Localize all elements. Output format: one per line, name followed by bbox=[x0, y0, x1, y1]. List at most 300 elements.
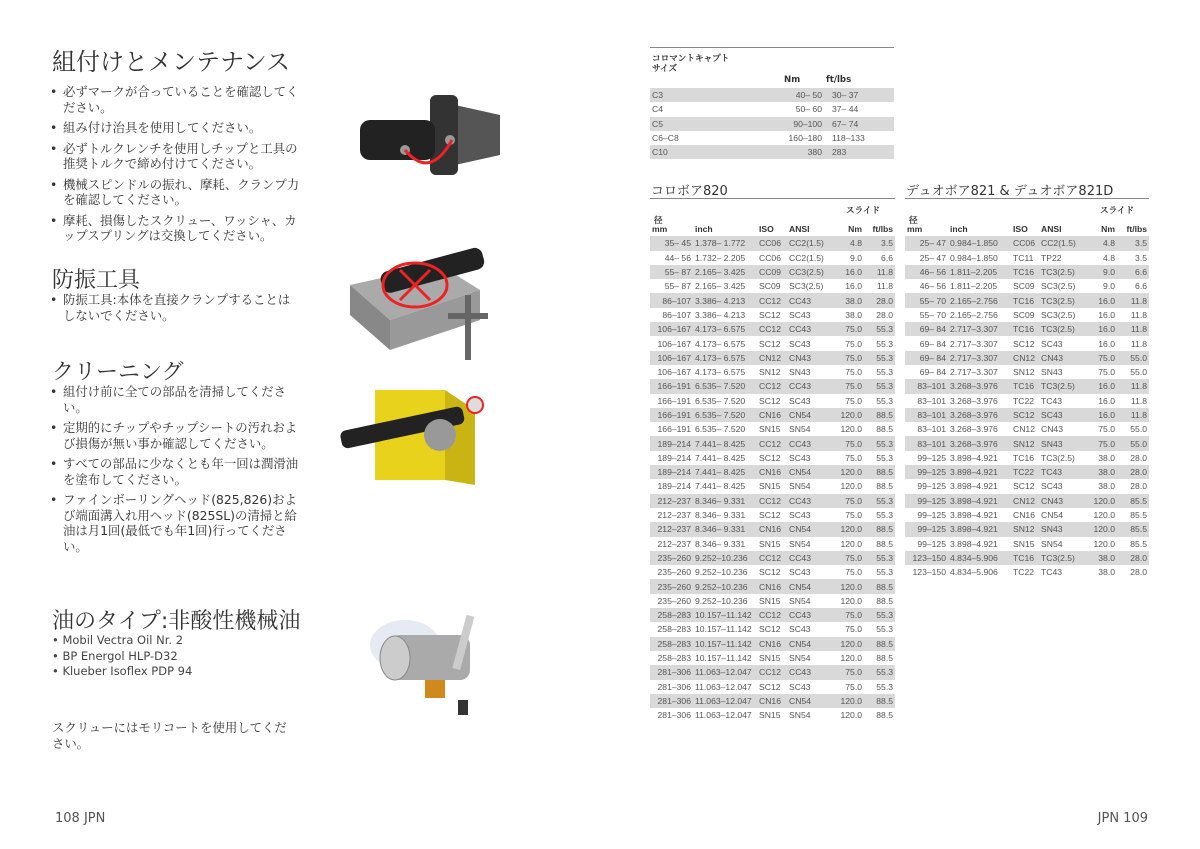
table-cell: 16.0 bbox=[1085, 379, 1117, 393]
table-cell: 90–100 bbox=[780, 117, 824, 131]
table-cell: CN16 bbox=[757, 694, 787, 708]
table-cell: SC3(2.5) bbox=[1041, 281, 1076, 292]
table-cell: 3.268–3.976 bbox=[948, 436, 1011, 450]
table-cell: SC43 bbox=[789, 452, 811, 463]
table-cell: CC43 bbox=[787, 379, 831, 393]
table-cell: 258–283 bbox=[650, 608, 693, 622]
table-cell: 55– 87 bbox=[664, 281, 691, 292]
table-cell: SN54 bbox=[789, 710, 811, 721]
table-row bbox=[905, 565, 1149, 579]
table-cell: TC16 bbox=[1011, 265, 1039, 279]
table-cell: 258–283 bbox=[657, 624, 691, 635]
table-cell: SN12 bbox=[1011, 436, 1039, 450]
table-cell: 83–101 bbox=[905, 436, 948, 450]
table-cell: 99–125 bbox=[905, 522, 948, 536]
table-cell: CN43 bbox=[787, 351, 831, 365]
table-cell: SC3(2.5) bbox=[789, 281, 824, 292]
table-cell: CC12 bbox=[757, 665, 787, 679]
table-cell: 120.0 bbox=[840, 538, 862, 549]
bullet-item: • 組み付け治具を使用してください。 bbox=[50, 120, 300, 136]
table-cell: 2.717–3.307 bbox=[950, 367, 998, 378]
table-cell: 88.5 bbox=[876, 710, 893, 721]
table-cell: C5 bbox=[650, 117, 780, 131]
table-cell: 38.0 bbox=[1085, 465, 1117, 479]
table-row bbox=[650, 336, 895, 350]
table-cell: 75.0 bbox=[845, 567, 862, 578]
table-cell: 160–180 bbox=[788, 133, 822, 144]
table-cell: C3 bbox=[650, 88, 780, 102]
bullet-item: • 必ずマークが合っていることを確認してください。 bbox=[50, 84, 300, 115]
table-cell: 69– 84 bbox=[905, 351, 948, 365]
table-cell: 4.8 bbox=[1103, 252, 1115, 263]
table-cell: 120.0 bbox=[831, 522, 864, 536]
table-cell: 55.3 bbox=[876, 395, 893, 406]
table-cell: CN54 bbox=[787, 579, 831, 593]
duobore-diam-label: 径 bbox=[909, 216, 918, 226]
table-cell: 75.0 bbox=[845, 510, 862, 521]
table-cell: CN54 bbox=[787, 408, 831, 422]
table-cell: TC3(2.5) bbox=[1039, 265, 1085, 279]
table-cell: SN15 bbox=[759, 653, 781, 664]
bullet-item: • 機械スピンドルの振れ、摩耗、クランプ力を確認してください。 bbox=[50, 177, 300, 208]
table-cell: TC16 bbox=[1011, 379, 1039, 393]
table-cell: 75.0 bbox=[845, 395, 862, 406]
table-cell: 55.3 bbox=[876, 338, 893, 349]
table-cell: 25– 47 bbox=[919, 252, 946, 263]
table-cell: SN43 bbox=[1041, 367, 1063, 378]
table-cell: 4.173– 6.575 bbox=[695, 338, 746, 349]
table-cell: 69– 84 bbox=[919, 367, 946, 378]
table-cell: 99–125 bbox=[917, 481, 946, 492]
table-row bbox=[650, 465, 895, 479]
table-row bbox=[650, 680, 895, 694]
table-cell: 88.5 bbox=[864, 465, 895, 479]
table-cell: 6.6 bbox=[1117, 265, 1149, 279]
table-cell: SC12 bbox=[759, 338, 781, 349]
table-cell: SC12 bbox=[759, 681, 781, 692]
table-row bbox=[905, 265, 1149, 279]
table-cell: 38.0 bbox=[1098, 452, 1115, 463]
table-cell: SC43 bbox=[789, 510, 811, 521]
table-cell: 30– 37 bbox=[824, 88, 894, 102]
table-cell: 235–260 bbox=[657, 595, 691, 606]
table-cell: SC12 bbox=[1011, 408, 1039, 422]
table-cell: TC3(2.5) bbox=[1041, 452, 1075, 463]
table-cell: 120.0 bbox=[831, 465, 864, 479]
table-cell: TC3(2.5) bbox=[1039, 293, 1085, 307]
table-cell: 83–101 bbox=[917, 395, 946, 406]
column-header: ft/lbs bbox=[1126, 224, 1147, 235]
table-cell: 75.0 bbox=[831, 379, 864, 393]
table-cell: 11.063–12.047 bbox=[693, 665, 757, 679]
assembly-list bbox=[50, 84, 300, 249]
oil-item: • Klueber Isoflex PDP 94 bbox=[52, 664, 193, 678]
table-cell: 2.165–2.756 bbox=[948, 293, 1011, 307]
table-cell: 55.3 bbox=[864, 494, 895, 508]
table-cell: CN16 bbox=[757, 637, 787, 651]
table-cell: 1.378– 1.772 bbox=[693, 236, 757, 250]
table-cell: SN15 bbox=[759, 538, 781, 549]
table-cell: CN54 bbox=[1041, 510, 1063, 521]
table-row bbox=[905, 251, 1149, 265]
table-row bbox=[650, 322, 895, 336]
table-cell: 55.0 bbox=[1117, 351, 1149, 365]
column-header: ANSI bbox=[789, 224, 810, 235]
table-cell: CN16 bbox=[757, 522, 787, 536]
table-cell: SN43 bbox=[1039, 436, 1085, 450]
table-cell: SC09 bbox=[1013, 309, 1035, 320]
table-cell: C10 bbox=[650, 145, 780, 159]
table-cell: 75.0 bbox=[831, 494, 864, 508]
table-cell: 6.535– 7.520 bbox=[693, 408, 757, 422]
column-header: ISO bbox=[1013, 224, 1028, 235]
table-cell: SC43 bbox=[789, 309, 811, 320]
table-row bbox=[650, 251, 895, 265]
table-cell: 55.3 bbox=[864, 551, 895, 565]
table-cell: 212–237 bbox=[650, 494, 693, 508]
table-cell: 28.0 bbox=[1117, 551, 1149, 565]
table-cell: TC11 bbox=[1013, 252, 1034, 263]
table-cell: 10.157–11.142 bbox=[695, 653, 752, 664]
table-cell: 4.8 bbox=[1085, 236, 1117, 250]
table-row bbox=[650, 308, 895, 322]
cleaning-heading: クリーニング bbox=[52, 360, 184, 385]
table-cell: CN12 bbox=[1011, 494, 1039, 508]
table-cell: SC12 bbox=[759, 567, 781, 578]
table-cell: 2.165– 3.425 bbox=[695, 281, 746, 292]
table-cell: CC12 bbox=[757, 608, 787, 622]
table-row bbox=[650, 451, 895, 465]
page-title: 組付けとメンテナンス bbox=[52, 48, 291, 76]
table-cell: 3.898–4.921 bbox=[948, 494, 1011, 508]
table-cell: 55.3 bbox=[876, 624, 893, 635]
table-cell: 6.6 bbox=[881, 252, 893, 263]
table-cell: 88.5 bbox=[876, 538, 893, 549]
table-cell: SN15 bbox=[759, 595, 781, 606]
duobore-table bbox=[905, 222, 1149, 579]
table-row bbox=[650, 88, 894, 102]
table-cell: 75.0 bbox=[831, 436, 864, 450]
table-cell: 3.898–4.921 bbox=[950, 481, 998, 492]
table-cell: 283 bbox=[824, 145, 894, 159]
table-row bbox=[905, 551, 1149, 565]
table-cell: 6.535– 7.520 bbox=[695, 424, 746, 435]
table-row bbox=[650, 579, 895, 593]
column-header: ISO bbox=[759, 224, 774, 235]
table-cell: SN54 bbox=[789, 653, 811, 664]
table-cell: 11.8 bbox=[1117, 379, 1149, 393]
table-row bbox=[650, 694, 895, 708]
table-cell: 3.898–4.921 bbox=[950, 452, 998, 463]
table-cell: 99–125 bbox=[917, 452, 946, 463]
table-cell: 7.441– 8.425 bbox=[693, 465, 757, 479]
table-cell: 3.268–3.976 bbox=[948, 379, 1011, 393]
table-cell: 11.8 bbox=[1117, 322, 1149, 336]
capto-header-line: コロマントキャプト bbox=[652, 54, 730, 64]
table-cell: 3.898–4.921 bbox=[950, 538, 998, 549]
table-cell: SC12 bbox=[759, 624, 781, 635]
table-cell: SN12 bbox=[1013, 367, 1035, 378]
oil-list bbox=[52, 633, 192, 680]
table-row bbox=[650, 565, 895, 579]
table-cell: SN15 bbox=[759, 424, 781, 435]
table-cell: 4.834–5.906 bbox=[950, 567, 998, 578]
table-cell: TC3(2.5) bbox=[1039, 322, 1085, 336]
table-row bbox=[650, 379, 895, 393]
table-cell: CC12 bbox=[757, 322, 787, 336]
table-cell: 75.0 bbox=[831, 551, 864, 565]
capto-header-line: サイズ bbox=[652, 64, 678, 74]
table-cell: 16.0 bbox=[1098, 338, 1115, 349]
table-cell: 85.5 bbox=[1117, 522, 1149, 536]
table-cell: 281–306 bbox=[650, 694, 693, 708]
table-cell: 75.0 bbox=[1085, 351, 1117, 365]
table-cell: CN43 bbox=[1041, 424, 1063, 435]
table-cell: 10.157–11.142 bbox=[695, 624, 752, 635]
table-cell: SN54 bbox=[1041, 538, 1063, 549]
table-row bbox=[905, 522, 1149, 536]
table-cell: 166–191 bbox=[657, 395, 691, 406]
table-cell: 55.3 bbox=[864, 351, 895, 365]
table-cell: 123–150 bbox=[912, 567, 946, 578]
table-cell: 16.0 bbox=[1098, 309, 1115, 320]
table-cell: 88.5 bbox=[876, 424, 893, 435]
table-cell: 11.063–12.047 bbox=[693, 694, 757, 708]
table-cell: 99–125 bbox=[905, 494, 948, 508]
table-cell: CC12 bbox=[757, 293, 787, 307]
table-cell: SN15 bbox=[759, 481, 781, 492]
table-cell: 106–167 bbox=[657, 367, 691, 378]
table-cell: 85.5 bbox=[1130, 510, 1147, 521]
table-cell: 1.732– 2.205 bbox=[695, 252, 746, 263]
damping-heading: 防振工具 bbox=[52, 268, 141, 293]
table-row bbox=[650, 522, 895, 536]
table-row bbox=[650, 651, 895, 665]
table-cell: 55.3 bbox=[876, 681, 893, 692]
table-row bbox=[650, 608, 895, 622]
table-cell: 69– 84 bbox=[905, 322, 948, 336]
table-cell: 120.0 bbox=[840, 653, 862, 664]
column-header: inch bbox=[950, 224, 968, 235]
table-row bbox=[650, 408, 895, 422]
table-cell: 6.6 bbox=[1135, 281, 1147, 292]
table-cell: 46– 56 bbox=[919, 281, 946, 292]
table-cell: 16.0 bbox=[1085, 293, 1117, 307]
table-cell: CC12 bbox=[757, 379, 787, 393]
table-cell: 16.0 bbox=[1098, 395, 1115, 406]
table-cell: 189–214 bbox=[650, 465, 693, 479]
table-cell: TP22 bbox=[1041, 252, 1062, 263]
table-cell: SC43 bbox=[789, 338, 811, 349]
table-cell: 55.3 bbox=[864, 322, 895, 336]
table-cell: 281–306 bbox=[657, 710, 691, 721]
table-row bbox=[650, 351, 895, 365]
table-cell: 11.8 bbox=[1130, 338, 1147, 349]
table-cell: 85.5 bbox=[1130, 538, 1147, 549]
table-cell: CC12 bbox=[757, 551, 787, 565]
table-cell: 55.3 bbox=[876, 567, 893, 578]
table-row bbox=[905, 422, 1149, 436]
table-cell: 120.0 bbox=[840, 424, 862, 435]
table-cell: 11.063–12.047 bbox=[695, 681, 752, 692]
table-cell: 120.0 bbox=[1085, 522, 1117, 536]
table-cell: 4.173– 6.575 bbox=[693, 322, 757, 336]
table-cell: 235–260 bbox=[657, 567, 691, 578]
cleaning-list bbox=[50, 384, 300, 559]
table-cell: CC06 bbox=[757, 236, 787, 250]
table-cell: 3.898–4.921 bbox=[948, 465, 1011, 479]
table-cell: 0.984–1.850 bbox=[948, 236, 1011, 250]
table-cell: 99–125 bbox=[917, 510, 946, 521]
table-row bbox=[650, 117, 894, 131]
column-header: inch bbox=[695, 224, 713, 235]
table-cell: SN54 bbox=[789, 481, 811, 492]
table-cell: 120.0 bbox=[831, 637, 864, 651]
table-cell: 88.5 bbox=[864, 579, 895, 593]
table-cell: 88.5 bbox=[876, 595, 893, 606]
table-cell: 55.3 bbox=[864, 608, 895, 622]
table-cell: 38.0 bbox=[1098, 567, 1115, 578]
table-cell: CC2(1.5) bbox=[1039, 236, 1085, 250]
table-cell: 166–191 bbox=[657, 424, 691, 435]
table-row bbox=[650, 102, 894, 116]
table-cell: SN12 bbox=[1011, 522, 1039, 536]
table-row bbox=[650, 279, 895, 293]
table-cell: 8.346– 9.331 bbox=[695, 510, 746, 521]
table-cell: 2.165–2.756 bbox=[950, 309, 998, 320]
bullet-item: • 必ずトルクレンチを使用しチップと工具の推奨トルクで締め付けてください。 bbox=[50, 141, 300, 172]
table-cell: SN43 bbox=[789, 367, 811, 378]
table-cell: 235–260 bbox=[650, 551, 693, 565]
table-cell: 75.0 bbox=[845, 624, 862, 635]
table-cell: 120.0 bbox=[1093, 510, 1115, 521]
table-cell: SC12 bbox=[1013, 338, 1035, 349]
table-cell: 3.268–3.976 bbox=[950, 395, 998, 406]
table-row bbox=[905, 479, 1149, 493]
bullet-item: • ファインボーリングヘッド(825,826)および端面溝入れ用ヘッド(825SL)の清掃と給油は月1回(最低でも年1回)行ってください。 bbox=[50, 492, 300, 554]
table-cell: 55.0 bbox=[1130, 424, 1147, 435]
table-cell: CN16 bbox=[757, 579, 787, 593]
table-cell: CC12 bbox=[757, 436, 787, 450]
table-cell: TC43 bbox=[1039, 465, 1085, 479]
table-cell: 166–191 bbox=[650, 408, 693, 422]
table-cell: 2.717–3.307 bbox=[948, 322, 1011, 336]
table-row bbox=[650, 293, 895, 307]
table-cell: 75.0 bbox=[831, 665, 864, 679]
table-cell: 55.3 bbox=[864, 379, 895, 393]
table-cell: 9.0 bbox=[1085, 265, 1117, 279]
table-cell: TC22 bbox=[1013, 395, 1035, 406]
table-cell: 55.3 bbox=[876, 452, 893, 463]
table-row bbox=[650, 622, 895, 636]
capto-col-nm: Nm bbox=[784, 75, 801, 85]
table-row bbox=[905, 379, 1149, 393]
table-cell: 11.8 bbox=[1130, 395, 1147, 406]
table-cell: 212–237 bbox=[657, 510, 691, 521]
table-cell: 88.5 bbox=[864, 637, 895, 651]
table-cell: 7.441– 8.425 bbox=[693, 436, 757, 450]
table-cell: 3.5 bbox=[1135, 252, 1147, 263]
corobore-table bbox=[650, 222, 895, 722]
table-cell: 55– 70 bbox=[919, 309, 946, 320]
table-cell: 55.3 bbox=[876, 367, 893, 378]
table-cell: 8.346– 9.331 bbox=[693, 522, 757, 536]
corobore-slide-label: スライド bbox=[846, 206, 881, 216]
table-cell: CC09 bbox=[757, 265, 787, 279]
table-row bbox=[905, 293, 1149, 307]
table-row bbox=[905, 236, 1149, 250]
table-row bbox=[650, 145, 894, 159]
table-cell: 120.0 bbox=[840, 481, 862, 492]
damping-list bbox=[50, 292, 300, 328]
lubrication-illustration bbox=[360, 610, 500, 725]
table-cell: 28.0 bbox=[1130, 452, 1147, 463]
table-cell: 38.0 bbox=[831, 293, 864, 307]
table-cell: 99–125 bbox=[905, 465, 948, 479]
table-header-row bbox=[650, 222, 895, 236]
table-cell: 10.157–11.142 bbox=[693, 608, 757, 622]
table-cell: 212–237 bbox=[657, 538, 691, 549]
bullet-item: • 定期的にチップやチップシートの汚れおよび損傷が無い事か確認してください。 bbox=[50, 420, 300, 451]
table-cell: 0.984–1.850 bbox=[950, 252, 998, 263]
table-cell: 2.717–3.307 bbox=[948, 351, 1011, 365]
table-row bbox=[905, 494, 1149, 508]
table-cell: SN54 bbox=[789, 595, 811, 606]
table-cell: 88.5 bbox=[864, 522, 895, 536]
table-cell: 120.0 bbox=[840, 710, 862, 721]
table-row bbox=[650, 422, 895, 436]
table-cell: SN15 bbox=[1013, 538, 1035, 549]
table-cell: 46– 56 bbox=[905, 265, 948, 279]
table-cell: SC43 bbox=[1039, 408, 1085, 422]
table-cell: SC43 bbox=[789, 681, 811, 692]
corobore-title: コロボア820 bbox=[651, 184, 728, 199]
table-cell: TC43 bbox=[1041, 395, 1063, 406]
table-cell: 106–167 bbox=[657, 338, 691, 349]
oil-item: • Mobil Vectra Oil Nr. 2 bbox=[52, 633, 184, 647]
table-cell: 11.8 bbox=[1117, 293, 1149, 307]
table-cell: 4.834–5.906 bbox=[948, 551, 1011, 565]
table-cell: 75.0 bbox=[831, 351, 864, 365]
page-number-right: JPN 109 bbox=[1097, 811, 1148, 826]
table-cell: CN54 bbox=[787, 522, 831, 536]
table-cell: 212–237 bbox=[650, 522, 693, 536]
table-cell: CN16 bbox=[757, 408, 787, 422]
column-header: Nm bbox=[848, 224, 862, 235]
table-cell: 88.5 bbox=[876, 481, 893, 492]
column-header: mm bbox=[652, 224, 668, 235]
table-cell: 166–191 bbox=[650, 379, 693, 393]
table-cell: CN16 bbox=[1013, 510, 1035, 521]
table-cell: 55.3 bbox=[864, 436, 895, 450]
table-cell: 75.0 bbox=[845, 681, 862, 692]
table-cell: 9.0 bbox=[850, 252, 862, 263]
table-cell: 120.0 bbox=[1085, 494, 1117, 508]
table-cell: 281–306 bbox=[657, 681, 691, 692]
table-cell: CC3(2.5) bbox=[787, 265, 831, 279]
table-cell: CC43 bbox=[787, 665, 831, 679]
table-cell: 75.0 bbox=[1098, 424, 1115, 435]
table-cell: 37– 44 bbox=[832, 104, 859, 115]
table-cell: 83–101 bbox=[905, 379, 948, 393]
table-cell: SC43 bbox=[789, 567, 811, 578]
table-cell: 38.0 bbox=[1098, 481, 1115, 492]
table-cell: CN54 bbox=[787, 637, 831, 651]
table-cell: 86–107 bbox=[662, 309, 691, 320]
table-cell: CC43 bbox=[787, 608, 831, 622]
table-cell: 9.0 bbox=[1103, 281, 1115, 292]
table-cell: 4.173– 6.575 bbox=[693, 351, 757, 365]
